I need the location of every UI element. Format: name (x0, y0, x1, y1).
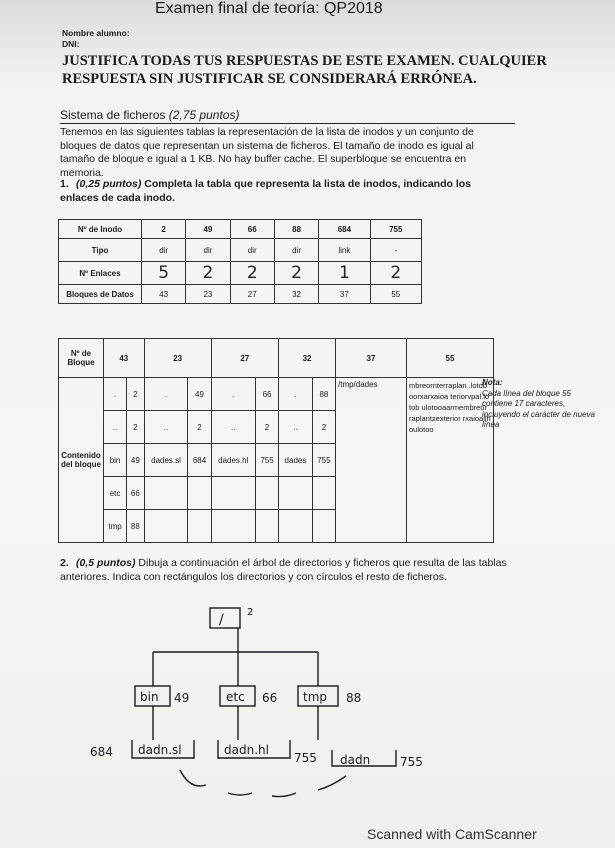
empty-cell (279, 477, 313, 510)
links-header: Nº Enlaces (59, 262, 142, 285)
blocks-cell: 37 (319, 285, 370, 304)
block-number: 23 (144, 339, 211, 378)
block-header-row (59, 339, 494, 378)
etc-label: etc (226, 690, 245, 704)
blocks-cell: 23 (186, 285, 230, 304)
entry-inode: 88 (312, 378, 335, 411)
inode-header: Nº de Inodo (59, 220, 142, 239)
entry-inode: 88 (127, 510, 145, 543)
entry-name: . (104, 378, 127, 411)
file-dadn-sl-inode: 684 (90, 745, 113, 759)
inode-cell: 2 (142, 220, 186, 239)
links-cell: 2 (370, 262, 421, 285)
root-label: / (219, 612, 224, 628)
empty-cell (312, 510, 335, 543)
empty-cell (211, 510, 255, 543)
entry-name: . (211, 378, 255, 411)
section-divider (60, 123, 515, 124)
block-number: 43 (104, 339, 145, 378)
blocks-row (59, 285, 422, 304)
entry-name: .. (211, 411, 255, 444)
entry-name: .. (279, 411, 313, 444)
entry-inode: 684 (188, 444, 211, 477)
section-name: Sistema de ficheros (60, 108, 166, 122)
block-table (58, 338, 494, 543)
entry-name: .. (104, 411, 127, 444)
inode-cell: 66 (230, 220, 274, 239)
entry-name: . (144, 378, 188, 411)
entry-inode: 49 (188, 378, 211, 411)
empty-cell (279, 510, 313, 543)
type-header: Tipo (59, 239, 142, 262)
root-box (210, 608, 240, 628)
type-cell: - (370, 239, 421, 262)
file-dadn-label: dadn (340, 753, 371, 767)
inode-cell: 755 (370, 220, 421, 239)
entry-name: . (279, 378, 313, 411)
blocks-cell: 43 (142, 285, 186, 304)
empty-cell (255, 477, 278, 510)
etc-inode: 66 (262, 691, 278, 705)
inode-cell: 88 (274, 220, 318, 239)
block-number: 32 (279, 339, 336, 378)
entry-name: tmp (104, 510, 127, 543)
block-row (59, 378, 494, 411)
type-row (59, 239, 422, 262)
entry-inode: 755 (255, 444, 278, 477)
entry-inode: 2 (312, 411, 335, 444)
note-title: Nota: (482, 378, 503, 387)
entry-name: dades.sl (144, 444, 188, 477)
entry-name: .. (144, 411, 188, 444)
inode-table (58, 219, 422, 304)
inode-cell: 684 (319, 220, 370, 239)
type-cell: dir (274, 239, 318, 262)
type-cell: link (319, 239, 370, 262)
links-cell: 2 (186, 262, 230, 285)
section-points: (2,75 puntos) (168, 108, 240, 122)
entry-name: dades (279, 444, 313, 477)
student-dni-label: DNI: (62, 39, 80, 49)
entry-inode: 755 (312, 444, 335, 477)
entry-inode: 2 (127, 378, 145, 411)
file-dadn-sl-label: dadn.sl (138, 743, 182, 757)
file-dadn-hl-label: dadn.hl (224, 743, 269, 757)
root-inode: 2 (247, 607, 254, 618)
bin-label: bin (140, 690, 159, 704)
type-cell: dir (142, 239, 186, 262)
empty-cell (144, 477, 188, 510)
block-number-header: Nº de Bloque (59, 339, 104, 378)
empty-cell (211, 477, 255, 510)
scanner-watermark: Scanned with CamScanner (367, 826, 537, 842)
file-dadn-hl-inode: 755 (294, 751, 317, 765)
question-2 (60, 556, 530, 584)
question-1-points: (0,25 puntos) (76, 178, 142, 190)
entry-inode: 49 (127, 444, 145, 477)
entry-name: etc (104, 477, 127, 510)
entry-inode: 66 (255, 378, 278, 411)
links-row (59, 262, 422, 285)
block-number: 37 (336, 339, 407, 378)
block-55-content: mbreornterraplan .lotoboorxarxaioa teriorvpal.lotob ulotooaarmembreor raplantzexterior rxaioailhoulotoo (407, 378, 494, 543)
entry-inode: 2 (255, 411, 278, 444)
exam-title: Examen final de teoría: QP2018 (155, 0, 383, 17)
empty-cell (144, 510, 188, 543)
entry-inode: 66 (127, 477, 145, 510)
empty-cell (312, 477, 335, 510)
links-cell: 1 (319, 262, 370, 285)
question-2-number: 2. (60, 557, 69, 569)
inode-row (59, 220, 422, 239)
note-text: Cada línea del bloque 55 contiene 17 caracteres, incluyendo el carácter de nueva línea (482, 388, 595, 429)
question-2-points: (0,5 puntos) (76, 557, 136, 569)
content-label: Contenido del bloque (59, 378, 104, 543)
empty-cell (188, 510, 211, 543)
type-cell: dir (230, 239, 274, 262)
block-number: 27 (211, 339, 279, 378)
question-1-number: 1. (60, 178, 69, 190)
entry-inode: 2 (188, 411, 211, 444)
block-number: 55 (407, 339, 494, 378)
links-cell: 5 (142, 262, 186, 285)
empty-cell (255, 510, 278, 543)
student-name-label: Nombre alumno: (62, 28, 130, 38)
blocks-cell: 32 (274, 285, 318, 304)
inode-cell: 49 (186, 220, 230, 239)
tmp-inode: 88 (346, 691, 362, 705)
links-cell: 2 (230, 262, 274, 285)
question-1-text: Completa la tabla que representa la lista de inodos, indicando los enlaces de cada inodo. (60, 178, 472, 204)
intro-paragraph: Tenemos en las siguientes tablas la representación de la lista de inodos y un conjunto de bloques de datos que representan un sistema de ficheros. El tamaño de inodo es igual al tamaño de bloque e igual a 1 KB. No hay buffer cache. El superbloque se encuentra en memoria. (60, 126, 474, 179)
entry-name: bin (104, 444, 127, 477)
instructions: JUSTIFICA TODAS TUS RESPUESTAS DE ESTE EXAMEN. CUALQUIER RESPUESTA SIN JUSTIFICAR SE CONSIDERARÁ ERRÓNEA. (62, 53, 547, 87)
links-cell: 2 (274, 262, 318, 285)
tmp-label: tmp (303, 690, 328, 704)
block-note (482, 378, 600, 431)
empty-cell (188, 477, 211, 510)
question-1 (60, 178, 505, 205)
type-cell: dir (186, 239, 230, 262)
file-dadn-inode: 755 (400, 755, 423, 769)
bin-inode: 49 (174, 691, 190, 705)
blocks-cell: 27 (230, 285, 274, 304)
directory-tree (0, 590, 615, 800)
entry-inode: 2 (127, 411, 145, 444)
question-2-text: Dibuja a continuación el árbol de directorios y ficheros que resulta de las tablas anteriores. Indica con rectángulos los directorios y con círculos el resto de ficheros. (60, 557, 507, 583)
student-info (62, 28, 130, 50)
blocks-header: Bloques de Datos (59, 285, 142, 304)
entry-name: dades.hl (211, 444, 255, 477)
section-title (60, 108, 239, 122)
block-37-content: /tmp/dades (336, 378, 407, 543)
blocks-cell: 55 (370, 285, 421, 304)
